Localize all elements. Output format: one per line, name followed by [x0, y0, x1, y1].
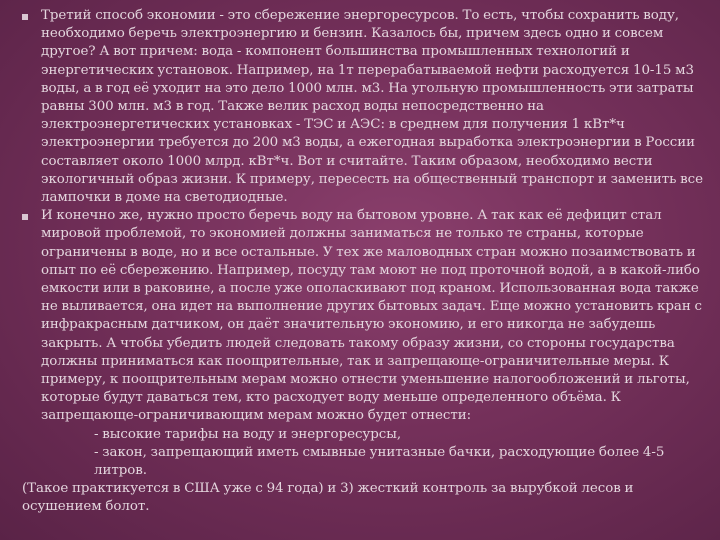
list-line-toilet-law: - закон, запрещающий иметь смывные унитазные бачки, расходующие более 4-5 литров. [94, 444, 665, 479]
slide-text-block [22, 7, 714, 517]
square-bullet-icon [22, 14, 28, 20]
bullet-item-energy-saving [22, 7, 714, 207]
closing-text: (Такое практикуется в США уже с 94 года) и 3) жесткий контроль за вырубкой лесов и осушением болот. [22, 481, 634, 515]
paragraph-household-saving: И конечно же, нужно просто беречь воду на бытовом уровне. А так как её дефицит стал мировой проблемой, то экономией должны заниматься не только те страны, которые ограничены в воде, но и все остальные. У тех же маловодных стран можно позаимствовать и опыт по её сбережению. Например, посуду там моют не под проточной водой, а в какой-либо емкости или в раковине, а после уже ополаскивают под краном. Использованная вода также не выливается, она идет на выполнение других бытовых задач. Еще можно установить кран с инфракрасным датчиком, он даёт значительную экономию, и его никогда не забудешь закрыть. А чтобы убедить людей следовать такому образу жизни, со стороны государства должны приниматься как поощрительные, так и запрещающе-ограничительные меры. К примеру, к поощрительным мерам можно отнести уменьшение налогообложений и льготы, которые будут даваться тем, кто расходует воду меньше определенного объёма. К запрещающе-ограничивающим мерам можно будет отнести: [41, 208, 702, 424]
square-bullet-icon [22, 214, 28, 220]
list-line-tariffs: - высокие тарифы на воду и энергоресурсы, [94, 426, 402, 442]
bullet-item-household-saving [22, 207, 714, 425]
paragraph-energy-saving: Третий способ экономии - это сбережение энергоресурсов. То есть, чтобы сохранить воду, необходимо беречь электроэнергию и бензин. Казалось бы, причем здесь одно и совсем другое? А вот причем: вода - компонент большинства промышленных технологий и энергетических установок. Например, на 1т перерабатываемой нефти расходуется 10-15 м3 воды, а в год её уходит на это дело 1000 млн. м3. На угольную промышленность эти затраты равны 300 млн. м3 в год. Также велик расход воды непосредственно на электроэнергетических установках - ТЭС и АЭС: в среднем для получения 1 кВт*ч электроэнергии требуется до 200 м3 воды, а ежегодная выработка электроэнергии в России составляет около 1000 млрд. кВт*ч. Вот и считайте. Таким образом, необходимо вести экологичный образ жизни. К примеру, пересесть на общественный транспорт и заменить все лампочки в доме на светодиодные. [41, 8, 703, 206]
